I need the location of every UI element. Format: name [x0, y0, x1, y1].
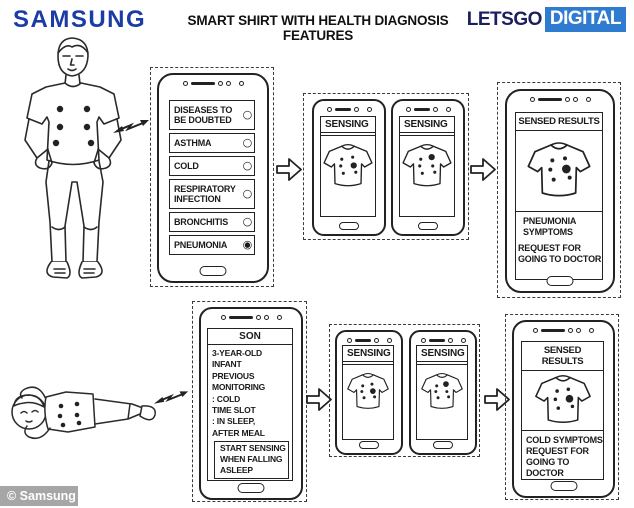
adult-sensing-group — [303, 93, 469, 240]
disease-option-label: ASTHMA — [174, 138, 212, 148]
child-results-group — [505, 314, 619, 500]
doctor-request-text: REQUEST FOR GOING TO DOCTOR — [518, 243, 602, 264]
disease-option-cold[interactable] — [169, 156, 255, 176]
disease-list — [168, 98, 256, 266]
home-button — [433, 441, 453, 449]
sensing-phone — [312, 99, 386, 236]
sensing-header: SENSING — [321, 117, 375, 133]
radio-unchecked-icon[interactable]: ○ — [242, 108, 252, 121]
profile-info-line: TIME SLOT — [212, 405, 256, 416]
diagnosis-text: COLD SYMPTOMS — [526, 435, 603, 445]
smart-shirt-graphic — [322, 143, 374, 190]
adult-wearing-smart-shirt-figure — [10, 30, 138, 288]
doctor-request-text: REQUEST FOR GOING TO DOCTOR — [526, 446, 589, 478]
profile-name-header: SON — [208, 329, 292, 345]
diagnosis-text: PNEUMONIA SYMPTOMS — [523, 216, 576, 237]
disease-selection-phone — [157, 73, 269, 283]
home-button — [359, 441, 379, 449]
sensing-header: SENSING — [343, 346, 393, 362]
profile-info-line: : COLD — [212, 393, 241, 404]
sensed-results-phone — [512, 320, 615, 498]
disease-option-respiratory-infection[interactable] — [169, 179, 255, 209]
smart-shirt-graphic — [346, 372, 390, 412]
disease-selection-group — [150, 67, 274, 287]
smart-shirt-graphic — [420, 372, 464, 412]
disease-option-diseases-to-be-doubted[interactable] — [169, 100, 255, 130]
disease-option-label: COLD — [174, 161, 199, 171]
flow-arrow-icon — [470, 156, 496, 183]
sensed-results-phone — [505, 89, 615, 293]
radio-unchecked-icon[interactable]: ○ — [242, 187, 252, 200]
digital-wordmark: DIGITAL — [545, 7, 626, 32]
sensing-header: SENSING — [417, 346, 467, 362]
start-sensing-button[interactable]: START SENSING WHEN FALLING ASLEEP — [214, 441, 289, 479]
infant-wearing-smart-shirt-figure — [4, 354, 162, 456]
profile-info-line: PREVIOUS — [212, 370, 255, 381]
child-profile-group — [192, 301, 307, 502]
letsgo-wordmark: LETSGO — [466, 8, 542, 30]
home-button — [200, 266, 227, 276]
flow-arrow-icon — [276, 156, 302, 183]
profile-info-line: MONITORING — [212, 382, 266, 393]
child-profile-phone — [199, 307, 303, 500]
disease-option-bronchitis[interactable] — [169, 212, 255, 232]
radio-unchecked-icon[interactable]: ○ — [242, 136, 252, 149]
radio-checked-icon[interactable]: ◉ — [242, 238, 252, 251]
sensing-header: SENSING — [400, 117, 454, 133]
smart-shirt-graphic — [533, 374, 593, 427]
page-title: SMART SHIRT WITH HEALTH DIAGNOSIS FEATURES — [187, 13, 449, 43]
radio-unchecked-icon[interactable]: ○ — [242, 159, 252, 172]
disease-option-pneumonia[interactable] — [169, 235, 255, 255]
profile-info-line: : IN SLEEP, — [212, 416, 255, 427]
wireless-signal-icon — [152, 387, 190, 409]
samsung-logo: SAMSUNG — [13, 6, 147, 33]
disease-option-label: PNEUMONIA — [174, 240, 228, 250]
disease-option-label: BRONCHITIS — [174, 217, 228, 227]
child-sensing-group — [329, 324, 480, 457]
sensed-results-header: SENSED RESULTS — [516, 113, 602, 131]
home-button — [550, 481, 577, 491]
radio-unchecked-icon[interactable]: ○ — [242, 215, 252, 228]
copyright-credit: © Samsung — [0, 486, 78, 506]
sensing-phone — [391, 99, 465, 236]
wireless-signal-icon — [111, 116, 151, 138]
home-button — [418, 222, 438, 230]
smart-shirt-graphic — [401, 143, 453, 190]
profile-info — [208, 345, 292, 439]
profile-info-line: 3-YEAR-OLD INFANT — [212, 348, 262, 370]
home-button — [238, 483, 265, 493]
home-button — [339, 222, 359, 230]
disease-option-asthma[interactable] — [169, 133, 255, 153]
home-button — [547, 276, 574, 286]
sensing-phone — [409, 330, 477, 455]
adult-results-group — [497, 82, 621, 298]
sensed-results-header: SENSED RESULTS — [522, 342, 603, 371]
sensing-phone — [335, 330, 403, 455]
disease-option-label: RESPIRATORY INFECTION — [174, 184, 236, 204]
letsgodigital-logo — [467, 7, 626, 32]
smart-shirt-graphic — [525, 141, 593, 201]
disease-option-label: DISEASES TO BE DOUBTED — [174, 105, 233, 125]
profile-info-line: AFTER MEAL — [212, 427, 265, 438]
phone-speaker-camera — [159, 81, 267, 86]
